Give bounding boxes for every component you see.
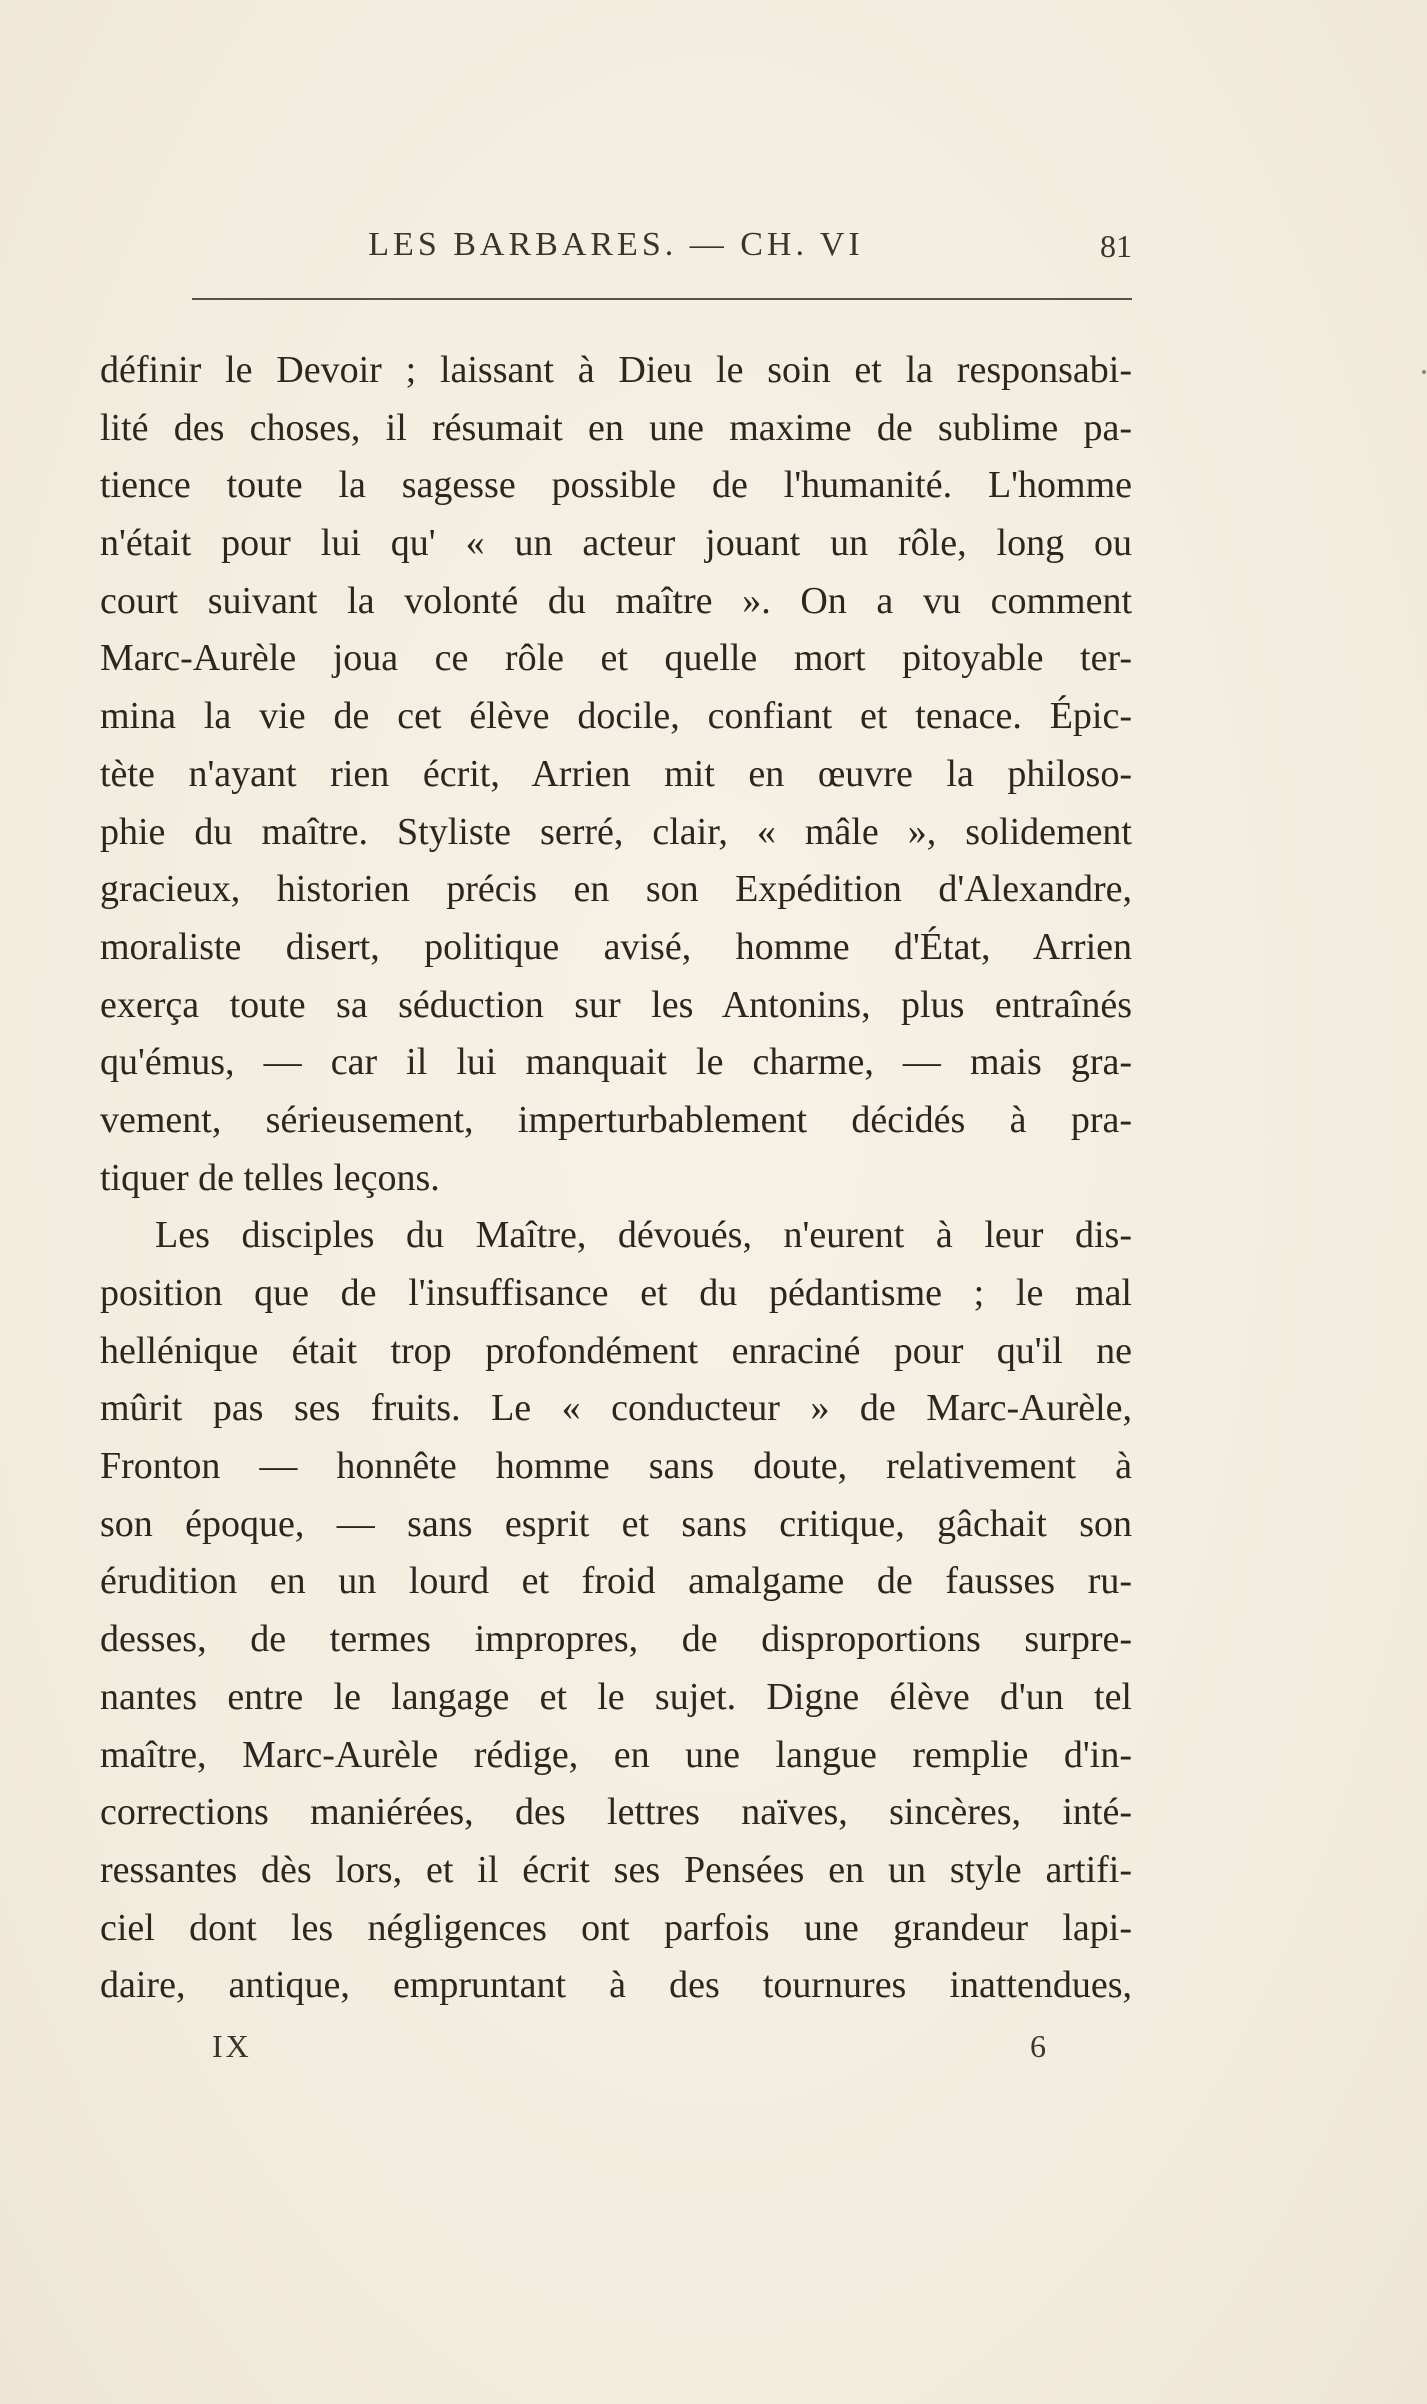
text-line: mina la vie de cet élève docile, confiant et tenace. Épic- — [100, 695, 1132, 738]
text-line: Fronton — honnête homme sans doute, relativement à — [100, 1445, 1132, 1488]
text-line: tète n'ayant rien écrit, Arrien mit en œuvre la philoso- — [100, 752, 1132, 795]
signature-number: 6 — [1030, 2028, 1046, 2064]
text-line: phie du maître. Styliste serré, clair, « mâle », solidement — [100, 810, 1132, 853]
text-line: exerça toute sa séduction sur les Antonins, plus entraînés — [100, 983, 1132, 1026]
text-line: lité des choses, il résumait en une maxime de sublime pa- — [100, 406, 1132, 449]
text-line: son époque, — sans esprit et sans critique, gâchait son — [100, 1502, 1132, 1545]
text-line: gracieux, historien précis en son Expédition d'Alexandre, — [100, 868, 1132, 911]
text-line: hellénique était trop profondément enraciné pour qu'il ne — [100, 1329, 1132, 1372]
text-line: nantes entre le langage et le sujet. Digne élève d'un tel — [100, 1675, 1132, 1718]
signature-mark: IX — [212, 2028, 252, 2064]
text-line: Marc-Aurèle joua ce rôle et quelle mort pitoyable ter- — [100, 637, 1132, 680]
text-line: daire, antique, empruntant à des tournures inattendues, — [100, 1964, 1132, 2007]
text-line: définir le Devoir ; laissant à Dieu le soin et la responsabi- — [100, 349, 1132, 391]
text-line: corrections maniérées, des lettres naïves, sincères, inté- — [100, 1791, 1132, 1834]
text-line: mûrit pas ses fruits. Le « conducteur » de Marc-Aurèle, — [100, 1387, 1132, 1430]
text-line: érudition en un lourd et froid amalgame de fausses ru- — [100, 1560, 1132, 1603]
text-line: ciel dont les négligences ont parfois une grandeur lapi- — [100, 1906, 1132, 1949]
text-line: n'était pour lui qu' « un acteur jouant un rôle, long ou — [100, 522, 1132, 565]
text-line: vement, sérieusement, imperturbablement décidés à pra- — [100, 1098, 1132, 1141]
text-line: ressantes dès lors, et il écrit ses Pensées en un style artifi- — [100, 1848, 1132, 1891]
running-title: LES BARBARES. — CH. VI — [368, 226, 864, 263]
text-line: maître, Marc-Aurèle rédige, en une langue remplie d'in- — [100, 1733, 1132, 1776]
text-line: position que de l'insuffisance et du pédantisme ; le mal — [100, 1272, 1132, 1314]
text-line: tience toute la sagesse possible de l'humanité. L'homme — [100, 464, 1132, 507]
text-line: desses, de termes impropres, de disproportions surpre- — [100, 1618, 1132, 1661]
text-line: court suivant la volonté du maître ». On a vu comment — [100, 579, 1132, 622]
paragraph-end-line: tiquer de telles leçons. — [100, 1156, 440, 1199]
running-head — [100, 222, 1132, 272]
margin-speck — [1422, 370, 1426, 374]
text-line: qu'émus, — car il lui manquait le charme, — mais gra- — [100, 1041, 1132, 1084]
page-number: 81 — [1100, 228, 1132, 264]
body-text — [100, 342, 1132, 2015]
text-line: moraliste disert, politique avisé, homme d'État, Arrien — [100, 925, 1132, 968]
paragraph-start-line: Les disciples du Maître, dévoués, n'eurent à leur dis- — [155, 1214, 1132, 1257]
header-rule — [192, 298, 1132, 300]
